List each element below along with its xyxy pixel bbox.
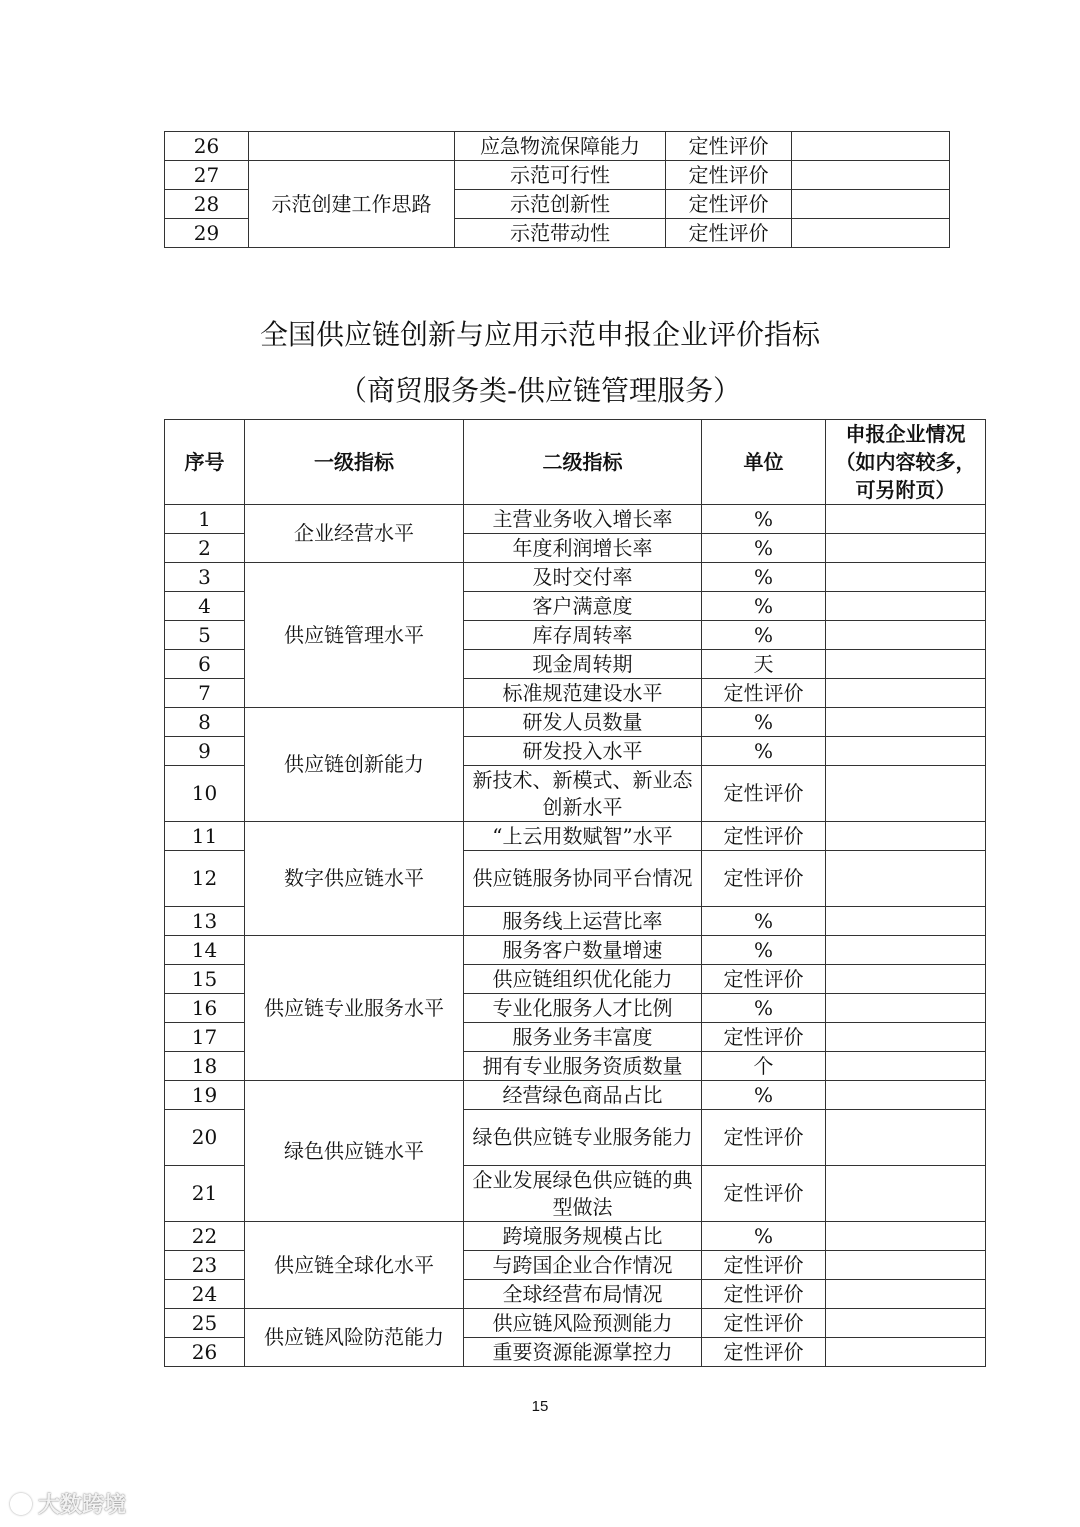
report-cell [826, 1280, 986, 1309]
level2-indicator: 库存周转率 [464, 621, 702, 650]
row-number: 24 [165, 1280, 245, 1309]
unit-cell: 定性评价 [702, 965, 826, 994]
level2-indicator: 主营业务收入增长率 [464, 505, 702, 534]
header-level1: 一级指标 [245, 420, 464, 505]
table-row [165, 563, 986, 592]
level2-indicator: 新技术、新模式、新业态创新水平 [464, 766, 702, 822]
row-number: 29 [165, 219, 249, 248]
level2-indicator: 及时交付率 [464, 563, 702, 592]
unit-cell: 定性评价 [702, 1280, 826, 1309]
row-number: 27 [165, 161, 249, 190]
watermark [10, 1488, 126, 1519]
row-number: 18 [165, 1052, 245, 1081]
unit-cell: 天 [702, 650, 826, 679]
unit-cell: % [702, 534, 826, 563]
header-report: 申报企业情况（如内容较多，可另附页） [826, 420, 986, 505]
group-label: 示范创建工作思路 [249, 161, 455, 248]
row-number: 22 [165, 1222, 245, 1251]
level2-indicator: 服务业务丰富度 [464, 1023, 702, 1052]
report-cell [826, 737, 986, 766]
level1-indicator: 供应链风险防范能力 [245, 1309, 464, 1367]
row-number: 12 [165, 851, 245, 907]
report-cell [826, 1081, 986, 1110]
method-cell: 定性评价 [666, 190, 792, 219]
level2-indicator: 专业化服务人才比例 [464, 994, 702, 1023]
level2-indicator: 供应链服务协同平台情况 [464, 851, 702, 907]
unit-cell: 定性评价 [702, 766, 826, 822]
row-number: 11 [165, 822, 245, 851]
level2-indicator: 重要资源能源掌控力 [464, 1338, 702, 1367]
row-number: 26 [165, 132, 249, 161]
row-number: 21 [165, 1166, 245, 1222]
report-cell [826, 679, 986, 708]
level1-indicator: 数字供应链水平 [245, 822, 464, 936]
evaluation-table [164, 419, 986, 1367]
row-number: 28 [165, 190, 249, 219]
level2-indicator: 绿色供应链专业服务能力 [464, 1110, 702, 1166]
table-row [165, 132, 950, 161]
level1-indicator: 供应链创新能力 [245, 708, 464, 822]
report-cell [826, 822, 986, 851]
report-cell [826, 505, 986, 534]
row-number: 14 [165, 936, 245, 965]
row-number: 9 [165, 737, 245, 766]
row-number: 16 [165, 994, 245, 1023]
watermark-text: 大数跨境 [38, 1493, 127, 1518]
report-cell [826, 1023, 986, 1052]
report-cell [826, 994, 986, 1023]
report-cell [826, 936, 986, 965]
row-number: 13 [165, 907, 245, 936]
table-row [165, 936, 986, 965]
table-row [165, 1309, 986, 1338]
unit-cell: % [702, 563, 826, 592]
watermark-logo-icon [10, 1493, 32, 1515]
report-cell [826, 907, 986, 936]
unit-cell: 定性评价 [702, 1309, 826, 1338]
level2-indicator: 供应链组织优化能力 [464, 965, 702, 994]
unit-cell: 定性评价 [702, 1110, 826, 1166]
row-number: 7 [165, 679, 245, 708]
header-no: 序号 [165, 420, 245, 505]
level2-indicator: 客户满意度 [464, 592, 702, 621]
unit-cell: % [702, 708, 826, 737]
row-number: 23 [165, 1251, 245, 1280]
level2-indicator: “上云用数赋智”水平 [464, 822, 702, 851]
level2-indicator: 标准规范建设水平 [464, 679, 702, 708]
table-row [165, 505, 986, 534]
indicator-cell: 示范创新性 [455, 190, 666, 219]
unit-cell: 定性评价 [702, 1023, 826, 1052]
page-number: 15 [531, 1398, 549, 1415]
report-cell [826, 650, 986, 679]
level2-indicator: 与跨国企业合作情况 [464, 1251, 702, 1280]
level2-indicator: 跨境服务规模占比 [464, 1222, 702, 1251]
unit-cell: % [702, 1081, 826, 1110]
document-subtitle: （商贸服务类-供应链管理服务） [338, 374, 742, 407]
report-cell [826, 965, 986, 994]
report-cell [826, 851, 986, 907]
empty-cell [792, 219, 950, 248]
unit-cell: 个 [702, 1052, 826, 1081]
level2-indicator: 年度利润增长率 [464, 534, 702, 563]
report-cell [826, 1110, 986, 1166]
report-cell [826, 766, 986, 822]
level2-indicator: 全球经营布局情况 [464, 1280, 702, 1309]
report-cell [826, 592, 986, 621]
row-number: 8 [165, 708, 245, 737]
table-row [165, 822, 986, 851]
report-cell [826, 1166, 986, 1222]
table-row [165, 1081, 986, 1110]
header-level2: 二级指标 [464, 420, 702, 505]
unit-cell: % [702, 936, 826, 965]
report-cell [826, 1309, 986, 1338]
row-number: 3 [165, 563, 245, 592]
unit-cell: 定性评价 [702, 1166, 826, 1222]
level2-indicator: 研发人员数量 [464, 708, 702, 737]
level2-indicator: 现金周转期 [464, 650, 702, 679]
level2-indicator: 经营绿色商品占比 [464, 1081, 702, 1110]
row-number: 2 [165, 534, 245, 563]
continued-table [164, 131, 950, 248]
report-cell [826, 1251, 986, 1280]
level1-indicator: 绿色供应链水平 [245, 1081, 464, 1222]
unit-cell: % [702, 907, 826, 936]
row-number: 6 [165, 650, 245, 679]
indicator-cell: 应急物流保障能力 [455, 132, 666, 161]
unit-cell: % [702, 737, 826, 766]
empty-cell [792, 161, 950, 190]
report-cell [826, 1052, 986, 1081]
level2-indicator: 服务客户数量增速 [464, 936, 702, 965]
row-number: 15 [165, 965, 245, 994]
row-number: 4 [165, 592, 245, 621]
document-title: 全国供应链创新与应用示范申报企业评价指标 [259, 318, 820, 351]
report-cell [826, 1338, 986, 1367]
row-number: 26 [165, 1338, 245, 1367]
empty-cell [792, 190, 950, 219]
empty-cell [249, 132, 455, 161]
unit-cell: % [702, 592, 826, 621]
unit-cell: % [702, 994, 826, 1023]
unit-cell: % [702, 621, 826, 650]
table-row [165, 1222, 986, 1251]
level2-indicator: 拥有专业服务资质数量 [464, 1052, 702, 1081]
row-number: 5 [165, 621, 245, 650]
method-cell: 定性评价 [666, 132, 792, 161]
header-unit: 单位 [702, 420, 826, 505]
unit-cell: % [702, 505, 826, 534]
indicator-cell: 示范可行性 [455, 161, 666, 190]
report-cell [826, 1222, 986, 1251]
report-cell [826, 708, 986, 737]
row-number: 17 [165, 1023, 245, 1052]
unit-cell: 定性评价 [702, 1338, 826, 1367]
report-cell [826, 534, 986, 563]
level1-indicator: 供应链管理水平 [245, 563, 464, 708]
unit-cell: 定性评价 [702, 851, 826, 907]
row-number: 1 [165, 505, 245, 534]
indicator-cell: 示范带动性 [455, 219, 666, 248]
table-row [165, 161, 950, 190]
report-cell [826, 563, 986, 592]
level1-indicator: 供应链全球化水平 [245, 1222, 464, 1309]
header-row [165, 420, 986, 505]
method-cell: 定性评价 [666, 161, 792, 190]
unit-cell: 定性评价 [702, 822, 826, 851]
level1-indicator: 供应链专业服务水平 [245, 936, 464, 1081]
unit-cell: 定性评价 [702, 679, 826, 708]
table-row [165, 708, 986, 737]
empty-cell [792, 132, 950, 161]
level2-indicator: 供应链风险预测能力 [464, 1309, 702, 1338]
level1-indicator: 企业经营水平 [245, 505, 464, 563]
unit-cell: % [702, 1222, 826, 1251]
report-cell [826, 621, 986, 650]
method-cell: 定性评价 [666, 219, 792, 248]
level2-indicator: 研发投入水平 [464, 737, 702, 766]
row-number: 20 [165, 1110, 245, 1166]
row-number: 19 [165, 1081, 245, 1110]
level2-indicator: 企业发展绿色供应链的典型做法 [464, 1166, 702, 1222]
unit-cell: 定性评价 [702, 1251, 826, 1280]
level2-indicator: 服务线上运营比率 [464, 907, 702, 936]
row-number: 10 [165, 766, 245, 822]
row-number: 25 [165, 1309, 245, 1338]
